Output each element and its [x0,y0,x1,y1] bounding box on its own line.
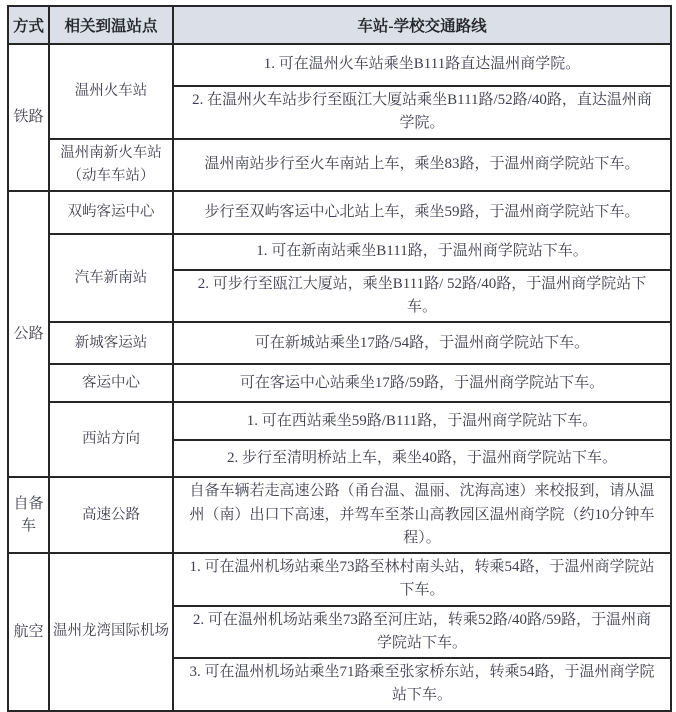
transport-routes-table [7,5,672,712]
table-row [8,139,671,191]
column-header-route: 车站-学校交通路线 [173,6,671,44]
route-cell: 1. 可在新南站乘坐B111路，于温州商学院站下车。 [173,234,671,270]
station-cell-wenzhou-railway: 温州火车站 [49,44,173,139]
station-cell-west: 西站方向 [49,402,173,477]
route-cell: 步行至双屿客运中心北站上车，乘坐59路，于温州商学院站下车。 [173,191,671,234]
table-row [8,322,671,364]
station-cell-shuangyu: 双屿客运中心 [49,191,173,234]
route-cell: 自备车辆若走高速公路（甬台温、温丽、沈海高速）来校报到，请从温州（南）出口下高速，并驾车至茶山高教园区温州商学院（约10分钟车程）。 [173,477,671,553]
mode-cell-aviation: 航空 [8,553,49,711]
mode-cell-own-car: 自备车 [8,477,49,553]
route-cell: 1. 可在温州机场站乘坐73路至林村南头站，转乘54路，于温州商学院站下车。 [173,553,671,606]
station-cell-longwan-airport: 温州龙湾国际机场 [49,553,173,711]
route-cell: 可在新城站乘坐17路/54路，于温州商学院站下车。 [173,322,671,364]
table-row [8,234,671,270]
route-cell: 2. 在温州火车站步行至瓯江大厦站乘坐B111路/52路/40路，直达温州商学院。 [173,86,671,139]
route-cell: 3. 可在温州机场站乘坐71路乘至张家桥东站，转乘54路，于温州商学院站下车。 [173,658,671,711]
mode-cell-railway: 铁路 [8,44,49,191]
column-header-mode: 方式 [8,6,49,44]
table-row [8,44,671,86]
table-row [8,191,671,234]
route-cell: 1. 可在西站乘坐59路/B111路，于温州商学院站下车。 [173,402,671,440]
station-cell-expressway: 高速公路 [49,477,173,553]
route-cell: 2. 步行至清明桥站上车，乘坐40路，于温州商学院站下车。 [173,440,671,477]
station-cell-wenzhou-south: 温州南新火车站（动车车站） [49,139,173,191]
table-row [8,402,671,440]
station-cell-xincheng: 新城客运站 [49,322,173,364]
route-cell: 1. 可在温州火车站乘坐B111路直达温州商学院。 [173,44,671,86]
route-cell: 可在客运中心站乘坐17路/59路，于温州商学院站下车。 [173,364,671,402]
column-header-station: 相关到温站点 [49,6,173,44]
route-cell: 温州南站步行至火车南站上车，乘坐83路，于温州商学院站下车。 [173,139,671,191]
station-cell-passenger-center: 客运中心 [49,364,173,402]
station-cell-new-south: 汽车新南站 [49,234,173,323]
table-row [8,477,671,553]
header-row [8,6,671,44]
table-row [8,553,671,606]
route-cell: 2. 可步行至瓯江大厦站，乘坐B111路/ 52路/40路，于温州商学院站下车。 [173,270,671,323]
table-row [8,364,671,402]
route-cell: 2. 可在温州机场站乘坐73路至河庄站，转乘52路/40路/59路，于温州商学院站下车。 [173,606,671,659]
mode-cell-highway: 公路 [8,191,49,478]
